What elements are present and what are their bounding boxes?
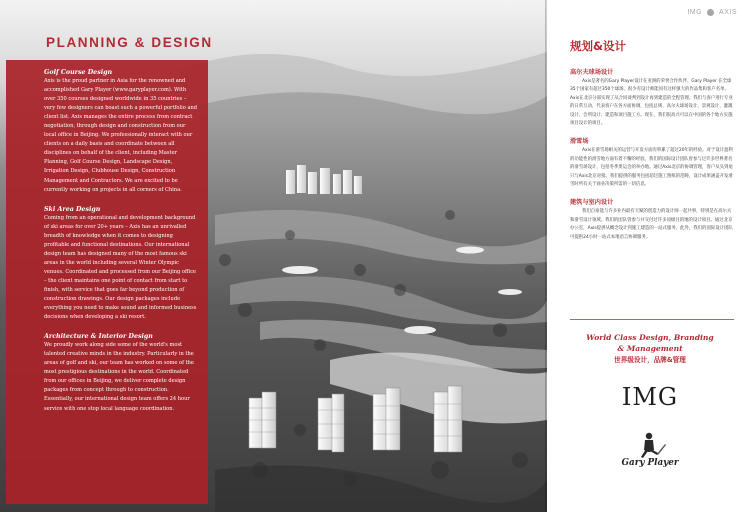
brand-axis-text: AXIS [719, 9, 737, 16]
gary-player-logo-text: Gary Player [621, 458, 679, 468]
section-body-architecture: We proudly work along side some of the world's most talented creative minds in the industry. Particularly in the areas of golf and ski, our team has worked on some of the most prestigious destinations in the world. Coordinated from our offices in Beijing, we deliver complete design packages from concept through to construction. Essentially, our international design team offers 24 hour service with one stop local language coordination. [44, 342, 194, 412]
brand-strip [687, 9, 737, 16]
section-body-ski: Coming from an operational and development background of ski areas for over 20+ years – Axis has an unrivalled breadth of knowledge when it comes to designing profitable and functional destinations. Our international design team has designed many of the most famous ski areas in the world including several Winter Olympic venues. Coordinated and processed from our Beijing office – the client maintains one point of contact from start to finish, with service that goes far beyond production of construction drawings. Our design packages include everything you need to make sound and informed business decisions when developing a ski resort. [44, 214, 197, 321]
gary-player-silhouette-icon [613, 430, 685, 484]
img-logo: IMG [621, 383, 679, 411]
tagline [547, 333, 753, 354]
chinese-title: 规划&设计 [570, 39, 627, 53]
chinese-body [570, 68, 734, 251]
section-heading-golf: Golf Course Design [44, 69, 113, 76]
section-heading-ski: Ski Area Design [44, 205, 101, 213]
tagline-chinese: 世界级设计，品牌&管理 [614, 356, 686, 364]
axis-dot-icon [707, 9, 714, 16]
brand-img-text: IMG [687, 9, 703, 16]
cn-section-body-ski: Axis在滑雪场相关的运营与开发方面有积累了超过20年的经验。对于设计盈利的功能性的滑雪地方面有着不懈的经验。我们的国际设计团队曾参与过许多世界著名的滑雪场设计，包括冬季奥运会的举办地。通过Axis北京的协调管理，客户从头到尾只与Axis北京对接。我们提供的服务包括超过施工图纸的范畴，设计成果涵盖开发滑雪时所有关于商业决策所需的一切信息。 [570, 148, 733, 188]
cn-section-heading-architecture: 建筑与室内设计 [570, 199, 614, 207]
divider [570, 319, 734, 320]
tagline-line-1: World Class Design, Branding [586, 333, 714, 342]
cn-section-heading-golf: 高尔夫球场设计 [570, 69, 614, 76]
cn-section-heading-ski: 滑雪场 [570, 138, 589, 146]
english-text-panel [6, 60, 208, 504]
section-body-golf: Axis is the proud partner in Asia for the renowned and accomplished Gary Player (www.garyplayer.com). With over 350 courses designed worldwide in 35 countries – very few designers can boast such a powerful portfolio and client list. Axis manages the entire process from contract negotiation, through design and construction from our local office in Beijing. We professionally interact with our clients on a daily basis and coordinate between all disciplines on behalf of the client, including Master Planning, Golf Course Design, Landscape Design, Irrigation Design, Clubhouse Design, Construction Management and Contractors. We are excited to be currently working on projects in all corners of China. [44, 78, 198, 193]
cn-section-body-architecture: 我们自豪能与许多业内最有天赋的创造力的设计师一起共事，特别是在高尔夫和滑雪设计领域。我们的团队曾参与并交付过许多顶级目的地的设计项目。通过北京办公室，Axis提供从概念设计到施工建造的一站式服务。此外，我们的国际设计团队可提供24小时一站式本地语言协调服务。 [570, 209, 733, 240]
page-title: PLANNING & DESIGN [46, 35, 213, 50]
tagline-line-2: & Management [617, 343, 683, 353]
section-heading-architecture: Architecture & Interior Design [44, 333, 153, 341]
cn-section-body-golf: Axis是著名的Gary Player设计在亚洲的荣誉合作伙伴。Gary Player 在全球35个国家有超过350个球场。很少有设计师能同有这样强大的作品集和客户名单。Axis在北京分部实现了从合同谈判到设计再到建造的全程管理。我们与客户进行专业的日常互动，代表客户在各方面协调，包括总规、高尔夫球场设计、景观设计、灌溉设计、会所设计、建造和项目施工方。现在，我们很高兴可以在中国的各个地方实施项目设计的项目。 [570, 79, 733, 127]
chinese-page [547, 0, 753, 512]
